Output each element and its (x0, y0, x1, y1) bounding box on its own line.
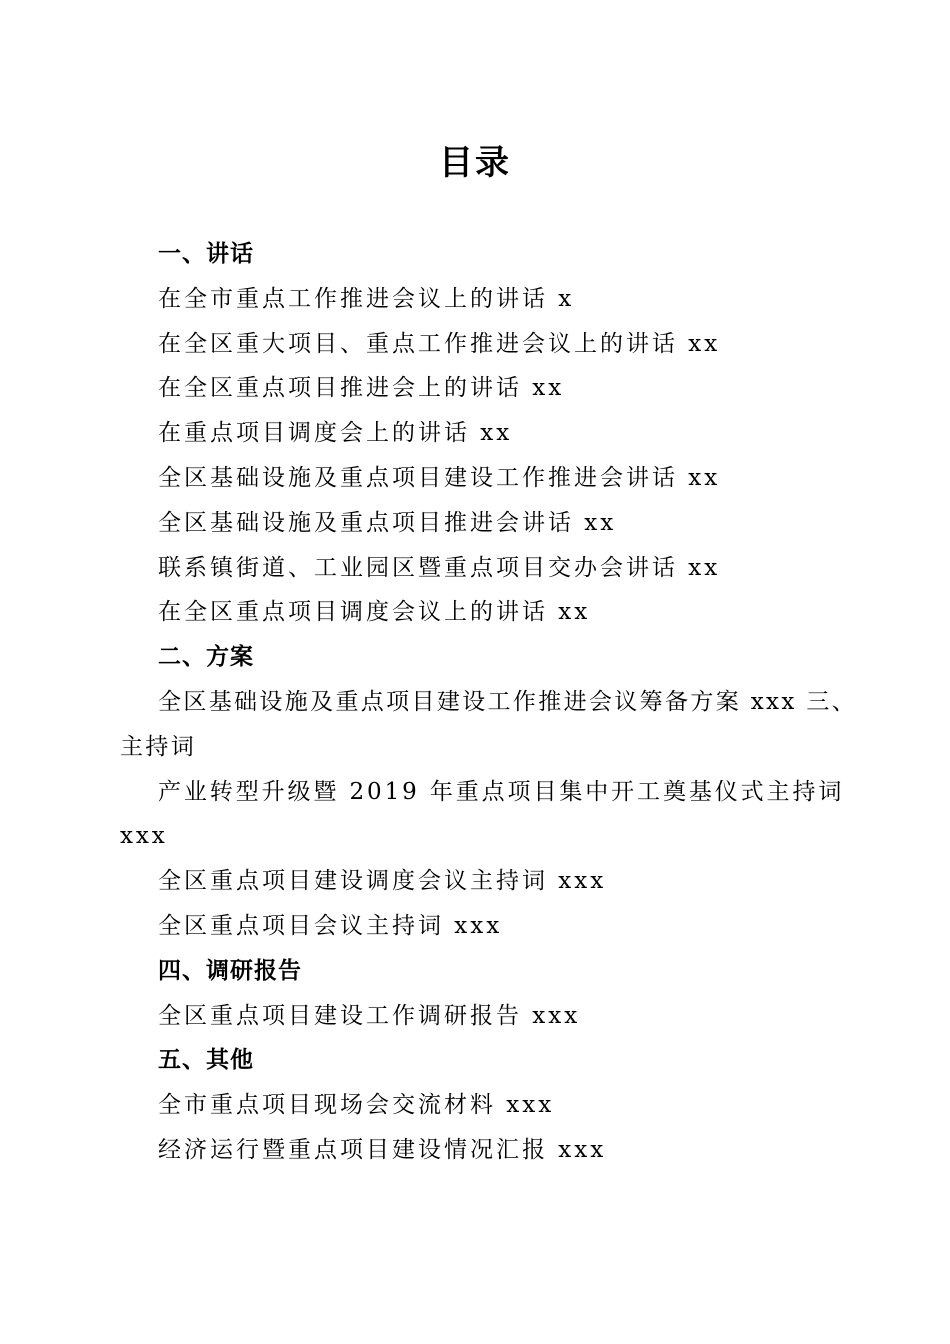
toc-entry: 联系镇街道、工业园区暨重点项目交办会讲话 xx (158, 554, 721, 581)
section-heading-plans: 二、方案 (158, 644, 254, 671)
toc-entry: 经济运行暨重点项目建设情况汇报 xxx (158, 1136, 607, 1163)
toc-entry: 产业转型升级暨 2019 年重点项目集中开工奠基仪式主持词 xxx (120, 778, 845, 850)
page-title: 目录 (439, 143, 511, 183)
toc-entry: 全区重点项目建设工作调研报告 xxx (158, 1002, 581, 1029)
table-of-contents (120, 232, 860, 1173)
toc-entry: 在重点项目调度会上的讲话 xx (158, 420, 513, 447)
toc-entry: 在全区重大项目、重点工作推进会议上的讲话 xx (158, 330, 721, 357)
toc-entry: 全区基础设施及重点项目推进会讲话 xx (158, 509, 617, 536)
section-heading-speeches: 一、讲话 (158, 241, 254, 267)
section-heading-other: 五、其他 (158, 1047, 254, 1074)
toc-entry: 全区基础设施及重点项目建设工作推进会议筹备方案 xxx 三、主持词 (120, 688, 858, 760)
toc-entry: 在全区重点项目推进会上的讲话 xx (158, 375, 565, 402)
section-heading-research-reports: 四、调研报告 (158, 957, 302, 984)
toc-entry: 在全区重点项目调度会议上的讲话 xx (158, 599, 591, 626)
toc-entry: 全区重点项目建设调度会议主持词 xxx (158, 868, 607, 895)
toc-entry: 全区重点项目会议主持词 xxx (158, 912, 503, 939)
toc-entry: 在全市重点工作推进会议上的讲话 x (158, 285, 575, 312)
toc-entry: 全市重点项目现场会交流材料 xxx (158, 1092, 555, 1119)
toc-entry: 全区基础设施及重点项目建设工作推进会讲话 xx (158, 464, 721, 491)
